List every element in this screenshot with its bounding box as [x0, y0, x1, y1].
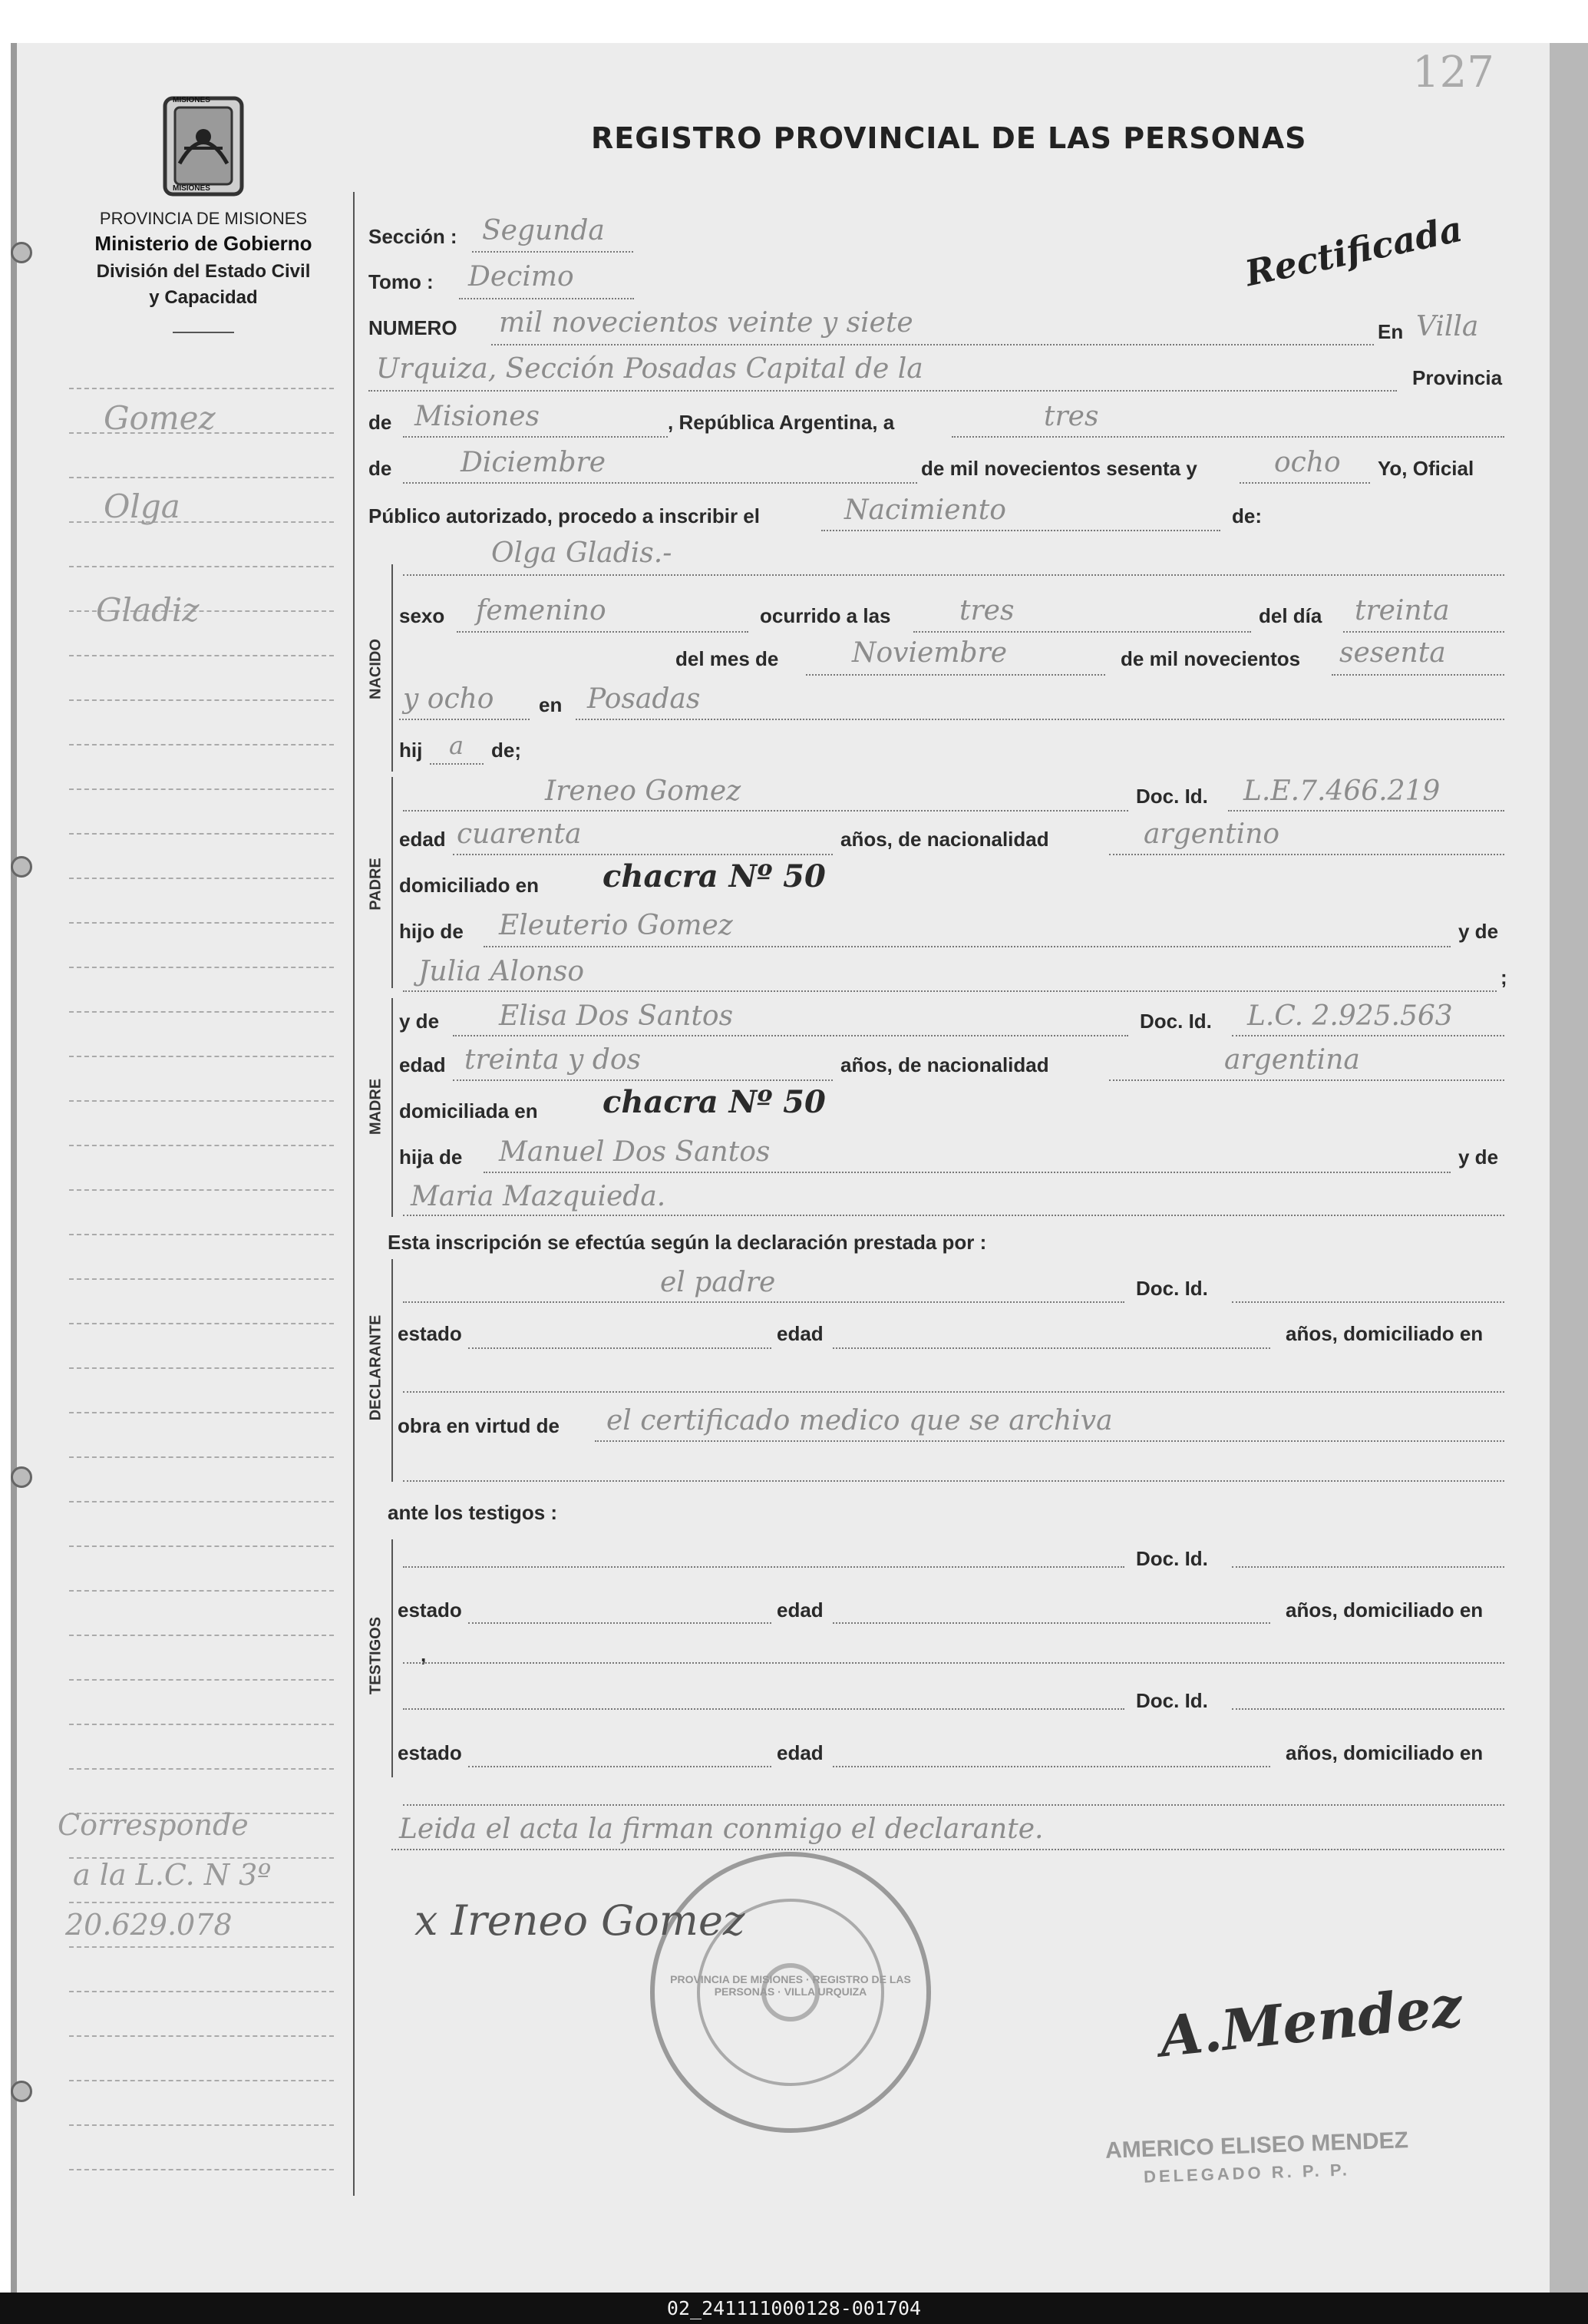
testigo1-anos-label: años, domiciliado en	[1286, 1598, 1484, 1622]
field-line	[403, 810, 1128, 812]
field-line	[403, 990, 1497, 992]
del-dia-label: del día	[1259, 604, 1322, 627]
provincia-value: Misiones	[414, 401, 540, 432]
margin-ruled-line	[69, 833, 334, 835]
padre-edad-value: cuarenta	[457, 818, 582, 850]
del-mes-label: del mes de	[675, 647, 779, 670]
margin-ruled-line	[69, 655, 334, 656]
margin-ruled-line	[69, 1946, 334, 1948]
padre-domicilio-value: chacra Nº 50	[603, 858, 826, 894]
section-madre: MADRE	[367, 1078, 385, 1136]
padre-anos-label: años, de nacionalidad	[840, 828, 1049, 851]
binder-ring	[11, 856, 32, 878]
margin-ruled-line	[69, 1635, 334, 1636]
field-line	[399, 719, 530, 720]
margin-ruled-line	[69, 699, 334, 701]
field-line	[403, 1301, 1124, 1303]
hij-value: a	[449, 731, 464, 760]
dia-nac-value: treinta	[1355, 595, 1450, 626]
binder-ring	[11, 242, 32, 263]
margin-nombre1: Olga	[104, 488, 180, 525]
field-line	[1232, 1566, 1504, 1568]
field-line	[1232, 1708, 1504, 1710]
field-line	[1109, 854, 1504, 855]
margin-ruled-line	[69, 1189, 334, 1191]
testigo2-anos-label: años, domiciliado en	[1286, 1741, 1484, 1764]
declarante-value: el padre	[660, 1267, 776, 1298]
mes-value: Diciembre	[461, 447, 606, 478]
field-line	[457, 631, 748, 633]
field-line	[484, 946, 1451, 947]
book-binding	[1550, 43, 1588, 2293]
field-line	[491, 344, 1374, 345]
field-line	[459, 298, 634, 299]
madre-nombre-value: Elisa Dos Santos	[499, 1000, 734, 1032]
madre-madre-value: Maria Mazquieda.	[411, 1181, 666, 1212]
field-line	[576, 719, 1504, 720]
madre-padre-value: Manuel Dos Santos	[499, 1136, 771, 1168]
lugar1-value: Villa	[1416, 311, 1479, 342]
binder-ring	[11, 1466, 32, 1488]
margin-ruled-line	[69, 1590, 334, 1592]
field-line	[403, 1708, 1124, 1710]
testigo-comma: ,	[421, 1643, 427, 1666]
dia-value: tres	[1044, 401, 1099, 432]
ministry-label: Ministerio de Gobierno	[94, 232, 312, 255]
padre-nacionalidad-value: argentino	[1144, 818, 1280, 850]
margin-ruled-line	[69, 2169, 334, 2170]
seal-text: PROVINCIA DE MISIONES · REGISTRO DE LAS PERSONAS · VILLA URQUIZA	[670, 1973, 911, 1998]
testigos-label: ante los testigos :	[388, 1501, 558, 1524]
margin-ruled-line	[69, 878, 334, 879]
sexo-label: sexo	[399, 604, 445, 627]
field-line	[391, 1849, 1504, 1850]
de-mil-label: de mil novecientos sesenta y	[921, 457, 1197, 480]
margin-ruled-line	[69, 744, 334, 745]
en-lugar-label: en	[539, 693, 563, 716]
declarante-signature: x Ireneo Gomez	[414, 1896, 745, 1945]
declarante-estado-label: estado	[398, 1322, 462, 1345]
field-line	[403, 1804, 1504, 1806]
margin-ruled-line	[69, 1367, 334, 1369]
capacity-label: y Capacidad	[149, 287, 258, 308]
padre-madre-value: Julia Alonso	[418, 956, 585, 987]
margin-ruled-line	[69, 1991, 334, 1992]
numero-label: NUMERO	[368, 316, 457, 339]
testigo2-doc-label: Doc. Id.	[1136, 1689, 1208, 1712]
madre-domicilio-label: domiciliada en	[399, 1099, 538, 1122]
sexo-value: femenino	[476, 595, 606, 626]
testigo2-estado-label: estado	[398, 1741, 462, 1764]
crest-bottom-text: MISIONES	[173, 184, 210, 193]
field-line	[913, 631, 1251, 633]
declarante-edad-label: edad	[777, 1322, 824, 1345]
field-line	[833, 1766, 1270, 1767]
field-line	[1240, 482, 1370, 484]
madre-nacionalidad-value: argentina	[1224, 1044, 1360, 1076]
tomo-label: Tomo :	[368, 270, 434, 293]
margin-ruled-line	[69, 1100, 334, 1102]
field-line	[472, 251, 633, 253]
madre-y-de-label: y de	[399, 1010, 440, 1033]
margin-ruled-line	[69, 2124, 334, 2126]
republica-label: , República Argentina, a	[668, 411, 895, 434]
section-declarante: DECLARANTE	[367, 1314, 385, 1421]
madre-edad-value: treinta y dos	[464, 1044, 642, 1076]
field-line	[403, 482, 917, 484]
semicolon-label: ;	[1501, 966, 1507, 989]
ano-value: ocho	[1274, 447, 1341, 478]
madre-y-de-label-2: y de	[1458, 1145, 1499, 1169]
hora-value: tres	[959, 595, 1015, 626]
publico-label: Público autorizado, procedo a inscribir el	[368, 504, 760, 527]
page-number: 127	[1412, 48, 1494, 98]
padre-doc-value: L.E.7.466.219	[1243, 775, 1441, 807]
field-line	[403, 436, 668, 438]
margin-ruled-line	[69, 477, 334, 478]
padre-domicilio-label: domiciliado en	[399, 874, 540, 897]
section-padre: PADRE	[367, 858, 385, 911]
margin-ruled-line	[69, 1412, 334, 1413]
numero-value: mil novecientos veinte y siete	[499, 307, 913, 339]
field-line	[403, 1391, 1504, 1393]
crest-top-text: MISIONES	[173, 96, 210, 104]
field-line	[403, 1215, 1504, 1216]
padre-hijo-label: hijo de	[399, 920, 464, 943]
field-line	[821, 530, 1220, 531]
field-line	[403, 574, 1504, 576]
rectificada-overlay: Rectificada	[1241, 207, 1466, 295]
seccion-label: Sección :	[368, 225, 457, 248]
margin-rule	[353, 192, 355, 2196]
field-line	[1109, 1079, 1504, 1081]
image-id-footer: 02_241111000128-001704	[0, 2293, 1588, 2324]
field-line	[1232, 1035, 1504, 1036]
margin-ruled-line	[69, 1501, 334, 1503]
margin-bottom-note1: Corresponde	[58, 1808, 249, 1842]
field-line	[1232, 1301, 1504, 1303]
margin-apellido: Gomez	[104, 399, 216, 437]
margin-ruled-line	[69, 1679, 334, 1681]
field-line	[1343, 631, 1504, 633]
de-colon-label: de:	[1232, 504, 1262, 527]
margin-ruled-line	[69, 388, 334, 389]
ano-nac2-value: y ocho	[403, 683, 494, 715]
field-line	[833, 1347, 1270, 1349]
tomo-value: Decimo	[468, 261, 574, 293]
field-line	[468, 1347, 771, 1349]
obra-label: obra en virtud de	[398, 1414, 560, 1437]
section-rule	[391, 998, 393, 1217]
margin-ruled-line	[69, 1278, 334, 1280]
margin-ruled-line	[69, 967, 334, 968]
section-rule	[391, 1539, 393, 1777]
hij-label: hij	[399, 739, 423, 762]
margin-ruled-line	[69, 1768, 334, 1770]
field-line	[1332, 674, 1504, 676]
section-rule	[391, 564, 393, 772]
field-line	[595, 1440, 1504, 1442]
section-rule	[391, 1259, 393, 1482]
margin-nombre2: Gladiz	[96, 591, 200, 629]
padre-edad-label: edad	[399, 828, 446, 851]
mes-nac-value: Noviembre	[852, 637, 1008, 669]
acto-value: Nacimiento	[844, 494, 1006, 526]
margin-ruled-line	[69, 1902, 334, 1903]
section-rule	[391, 777, 393, 988]
ano-nac-value: sesenta	[1339, 637, 1446, 669]
testigo1-edad-label: edad	[777, 1598, 824, 1622]
margin-ruled-line	[69, 2035, 334, 2037]
margin-ruled-line	[69, 1234, 334, 1235]
field-line	[453, 854, 833, 855]
madre-doc-label: Doc. Id.	[1140, 1010, 1212, 1033]
declarante-anos-label: años, domiciliado en	[1286, 1322, 1484, 1345]
division-label: División del Estado Civil	[96, 261, 311, 282]
margin-bottom-note2: a la L.C. N 3º	[73, 1858, 272, 1892]
field-line	[833, 1622, 1270, 1624]
madre-hija-label: hija de	[399, 1145, 463, 1169]
obra-value: el certificado medico que se archiva	[606, 1405, 1113, 1436]
margin-ruled-line	[69, 2080, 334, 2081]
nombre-value: Olga Gladis.-	[491, 537, 672, 569]
field-line	[403, 1480, 1504, 1482]
field-line	[368, 390, 1397, 392]
field-line	[403, 1566, 1124, 1568]
margin-ruled-line	[69, 1011, 334, 1013]
de-label-2: de	[368, 457, 392, 480]
margin-bottom-note3: 20.629.078	[65, 1908, 233, 1942]
field-line	[806, 674, 1105, 676]
field-line	[484, 1172, 1451, 1173]
padre-nombre-value: Ireneo Gomez	[545, 775, 741, 807]
ocurrido-label: ocurrido a las	[760, 604, 891, 627]
field-line	[468, 1766, 771, 1767]
margin-ruled-line	[69, 922, 334, 924]
padre-doc-label: Doc. Id.	[1136, 785, 1208, 808]
seccion-value: Segunda	[482, 215, 605, 246]
madre-doc-value: L.C. 2.925.563	[1247, 1000, 1453, 1032]
testigo2-edad-label: edad	[777, 1741, 824, 1764]
field-line	[453, 1035, 1128, 1036]
padre-padre-value: Eleuterio Gomez	[499, 910, 733, 941]
de-label: de	[368, 411, 392, 434]
margin-ruled-line	[69, 1056, 334, 1057]
de-semi-label: de;	[491, 739, 521, 762]
testigo1-doc-label: Doc. Id.	[1136, 1547, 1208, 1570]
binder-ring	[11, 2081, 32, 2102]
page-title: REGISTRO PROVINCIAL DE LAS PERSONAS	[591, 121, 1307, 155]
closing-text: Leida el acta la firman conmigo el declarante.	[399, 1813, 1044, 1845]
margin-ruled-line	[69, 566, 334, 567]
margin-ruled-line	[69, 788, 334, 790]
field-line	[1228, 810, 1504, 812]
field-line	[453, 1079, 833, 1081]
field-line	[468, 1622, 771, 1624]
margin-ruled-line	[69, 1145, 334, 1146]
section-nacido: NACIDO	[367, 639, 385, 699]
madre-anos-label: años, de nacionalidad	[840, 1053, 1049, 1076]
header-rule	[173, 332, 234, 333]
province-label: PROVINCIA DE MISIONES	[99, 209, 308, 228]
margin-ruled-line	[69, 1724, 334, 1725]
declarante-doc-label: Doc. Id.	[1136, 1277, 1208, 1300]
testigo1-estado-label: estado	[398, 1598, 462, 1622]
en-label: En	[1378, 320, 1404, 343]
madre-edad-label: edad	[399, 1053, 446, 1076]
lugar-nac-value: Posadas	[587, 683, 701, 715]
field-line	[403, 1662, 1504, 1664]
official-name: AMERICO ELISEO MENDEZ	[1104, 2127, 1409, 2164]
field-line	[952, 436, 1504, 438]
margin-ruled-line	[69, 1323, 334, 1324]
de-mil-nov-label: de mil novecientos	[1121, 647, 1301, 670]
yo-oficial-label: Yo, Oficial	[1378, 457, 1474, 480]
section-testigos: TESTIGOS	[367, 1616, 385, 1695]
padre-y-de-label: y de	[1458, 920, 1499, 943]
provincia-label: Provincia	[1412, 366, 1503, 389]
official-signature: A.Mendez	[1156, 1972, 1466, 2070]
official-title: DELEGADO R. P. P.	[1143, 2160, 1351, 2187]
inscripcion-label: Esta inscripción se efectúa según la declaración prestada por :	[388, 1231, 987, 1254]
field-line	[430, 763, 484, 765]
madre-domicilio-value: chacra Nº 50	[603, 1084, 826, 1120]
margin-ruled-line	[69, 1545, 334, 1547]
margin-ruled-line	[69, 1456, 334, 1458]
lugar2-value: Urquiza, Sección Posadas Capital de la	[376, 353, 923, 385]
